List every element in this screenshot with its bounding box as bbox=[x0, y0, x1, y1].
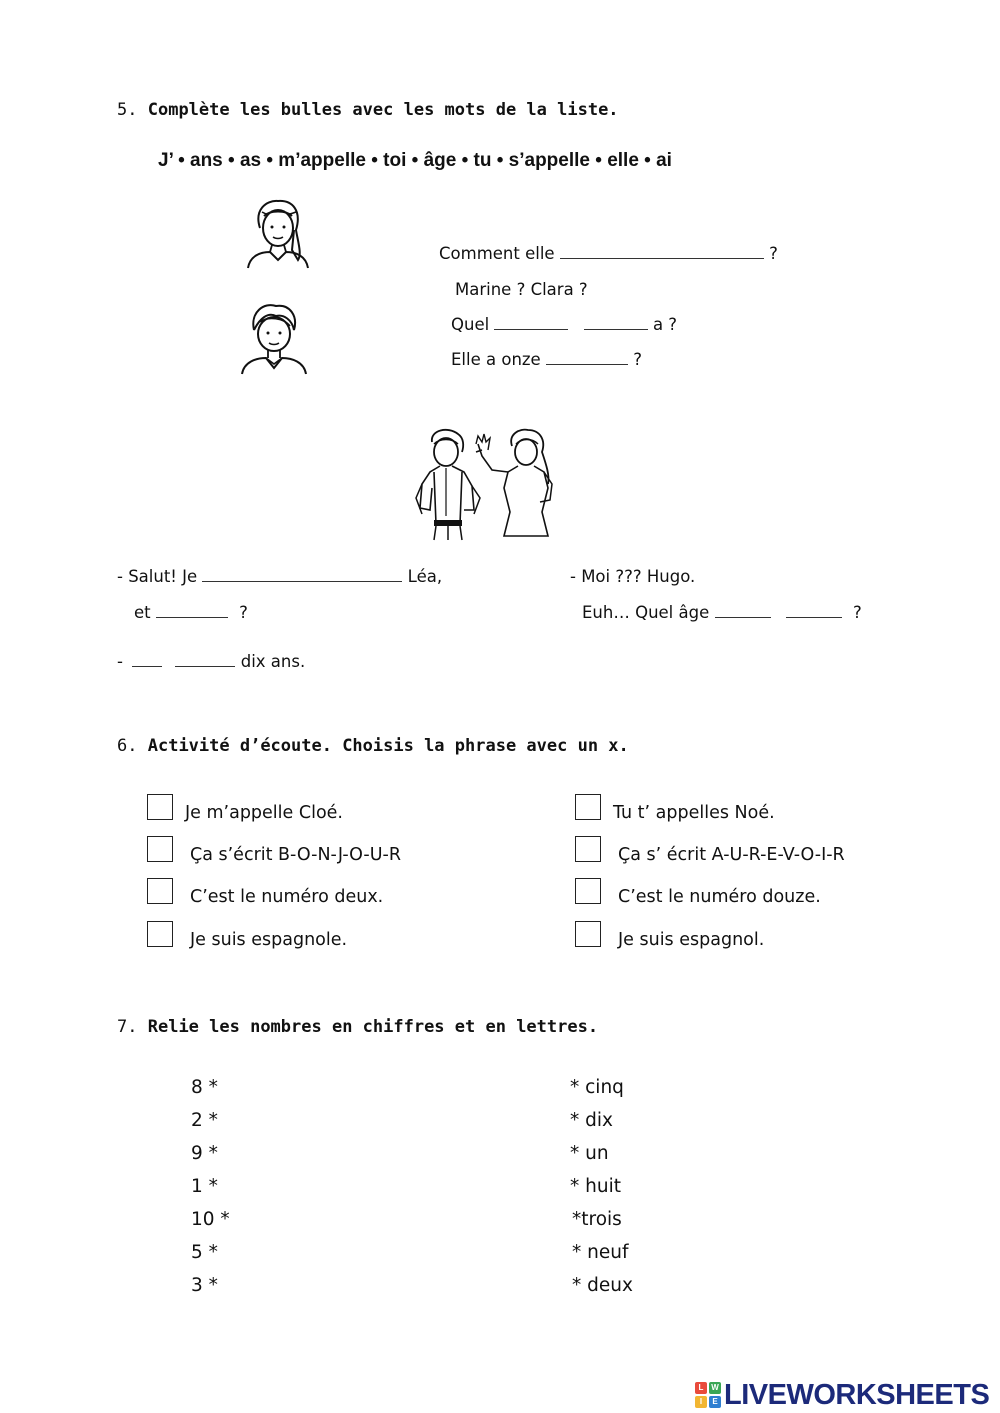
exercise-5-instruction: Complète les bulles avec les mots de la liste. bbox=[147, 100, 619, 120]
option-left-2: Ça s’écrit B-O-N-J-O-U-R bbox=[190, 845, 402, 865]
dialogue1-line4-end: ? bbox=[633, 350, 642, 369]
liveworksheets-logo bbox=[695, 1378, 989, 1412]
dialogue2-right2-end: ? bbox=[853, 603, 862, 622]
dialogue1-line4-text: Elle a onze bbox=[451, 350, 541, 369]
dialogue2-left-line2 bbox=[134, 603, 248, 622]
checkbox-left-2[interactable] bbox=[147, 836, 173, 862]
dialogue2-left-line1 bbox=[117, 567, 442, 586]
dialogue2-right-line2 bbox=[582, 603, 862, 622]
checkbox-left-4[interactable] bbox=[147, 921, 173, 947]
exercise-7-number: 7. bbox=[117, 1017, 138, 1037]
checkbox-right-4[interactable] bbox=[575, 921, 601, 947]
option-left-1: Je m’appelle Cloé. bbox=[185, 803, 343, 823]
word-item[interactable]: * neuf bbox=[572, 1242, 629, 1263]
exercise-6-instruction: Activité d’écoute. Choisis la phrase avec un x. bbox=[147, 736, 629, 756]
word-item[interactable]: * dix bbox=[570, 1110, 613, 1131]
dialogue2-left1-end: Léa, bbox=[407, 567, 443, 586]
dialogue1-line3 bbox=[451, 315, 677, 334]
logo-letter: I bbox=[695, 1396, 707, 1408]
dialogue1-line1 bbox=[439, 244, 778, 263]
dialogue2-left1-text: - Salut! Je bbox=[117, 567, 198, 586]
checkbox-left-3[interactable] bbox=[147, 878, 173, 904]
exercise-5-number: 5. bbox=[117, 100, 138, 120]
dialogue1-line2: Marine ? Clara ? bbox=[455, 280, 588, 299]
blank-answer[interactable] bbox=[715, 603, 771, 618]
exercise-7-instruction: Relie les nombres en chiffres et en lettres. bbox=[147, 1017, 599, 1037]
dialogue2-left-line3 bbox=[117, 652, 305, 671]
checkbox-right-1[interactable] bbox=[575, 794, 601, 820]
word-item[interactable]: * cinq bbox=[570, 1077, 624, 1098]
digit-item[interactable]: 8 * bbox=[191, 1077, 218, 1098]
blank-answer[interactable] bbox=[156, 603, 228, 618]
checkbox-left-1[interactable] bbox=[147, 794, 173, 820]
digit-item[interactable]: 2 * bbox=[191, 1110, 218, 1131]
digit-item[interactable]: 3 * bbox=[191, 1275, 218, 1296]
word-item[interactable]: * huit bbox=[570, 1176, 621, 1197]
logo-letter: W bbox=[709, 1382, 721, 1394]
exercise-6-number: 6. bbox=[117, 736, 138, 756]
logo-letter: E bbox=[709, 1396, 721, 1408]
dialogue2-left3-text: - bbox=[117, 652, 123, 671]
dialogue2-left2-text: et bbox=[134, 603, 151, 622]
dialogue1-line1-end: ? bbox=[769, 244, 778, 263]
exercise-6-heading bbox=[117, 736, 629, 756]
option-right-3: C’est le numéro douze. bbox=[618, 887, 821, 907]
blank-answer[interactable] bbox=[132, 652, 162, 667]
dialogue2-right-line1: - Moi ??? Hugo. bbox=[570, 567, 696, 586]
blank-answer[interactable] bbox=[494, 315, 568, 330]
option-left-4: Je suis espagnole. bbox=[190, 930, 348, 950]
option-left-3: C’est le numéro deux. bbox=[190, 887, 384, 907]
dialogue1-line3-end: a ? bbox=[652, 315, 678, 334]
dialogue2-left2-end: ? bbox=[239, 603, 248, 622]
dialogue2-right2-text: Euh… Quel âge bbox=[582, 603, 710, 622]
dialogue2-left3-end: dix ans. bbox=[240, 652, 306, 671]
blank-answer[interactable] bbox=[175, 652, 235, 667]
checkbox-right-3[interactable] bbox=[575, 878, 601, 904]
blank-answer[interactable] bbox=[560, 244, 764, 259]
word-item[interactable]: * un bbox=[570, 1143, 609, 1164]
blank-answer[interactable] bbox=[202, 567, 402, 582]
two-children-waving-illustration bbox=[412, 428, 557, 540]
dialogue1-line1-text: Comment elle bbox=[439, 244, 555, 263]
word-list: J’ • ans • as • m’appelle • toi • âge • tu • s’appelle • elle • ai bbox=[158, 150, 672, 171]
girl-portrait-illustration bbox=[246, 198, 310, 270]
word-item[interactable]: * deux bbox=[572, 1275, 633, 1296]
option-right-1: Tu t’ appelles Noé. bbox=[613, 803, 775, 823]
boy-portrait-illustration bbox=[240, 302, 308, 376]
digit-item[interactable]: 1 * bbox=[191, 1176, 218, 1197]
digit-item[interactable]: 9 * bbox=[191, 1143, 218, 1164]
option-right-4: Je suis espagnol. bbox=[618, 930, 765, 950]
exercise-5-heading bbox=[117, 100, 619, 120]
digit-item[interactable]: 10 * bbox=[191, 1209, 230, 1230]
blank-answer[interactable] bbox=[786, 603, 842, 618]
blank-answer[interactable] bbox=[584, 315, 648, 330]
checkbox-right-2[interactable] bbox=[575, 836, 601, 862]
dialogue1-line3-text: Quel bbox=[451, 315, 490, 334]
logo-letter: L bbox=[695, 1382, 707, 1394]
option-right-2: Ça s’ écrit A-U-R-E-V-O-I-R bbox=[618, 845, 845, 865]
blank-answer[interactable] bbox=[546, 350, 628, 365]
word-item[interactable]: *trois bbox=[572, 1209, 622, 1230]
dialogue1-line4 bbox=[451, 350, 642, 369]
brand-name: LIVEWORKSHEETS bbox=[724, 1378, 990, 1411]
exercise-7-heading bbox=[117, 1017, 598, 1037]
liveworksheets-logo-icon bbox=[695, 1382, 721, 1408]
digit-item[interactable]: 5 * bbox=[191, 1242, 218, 1263]
